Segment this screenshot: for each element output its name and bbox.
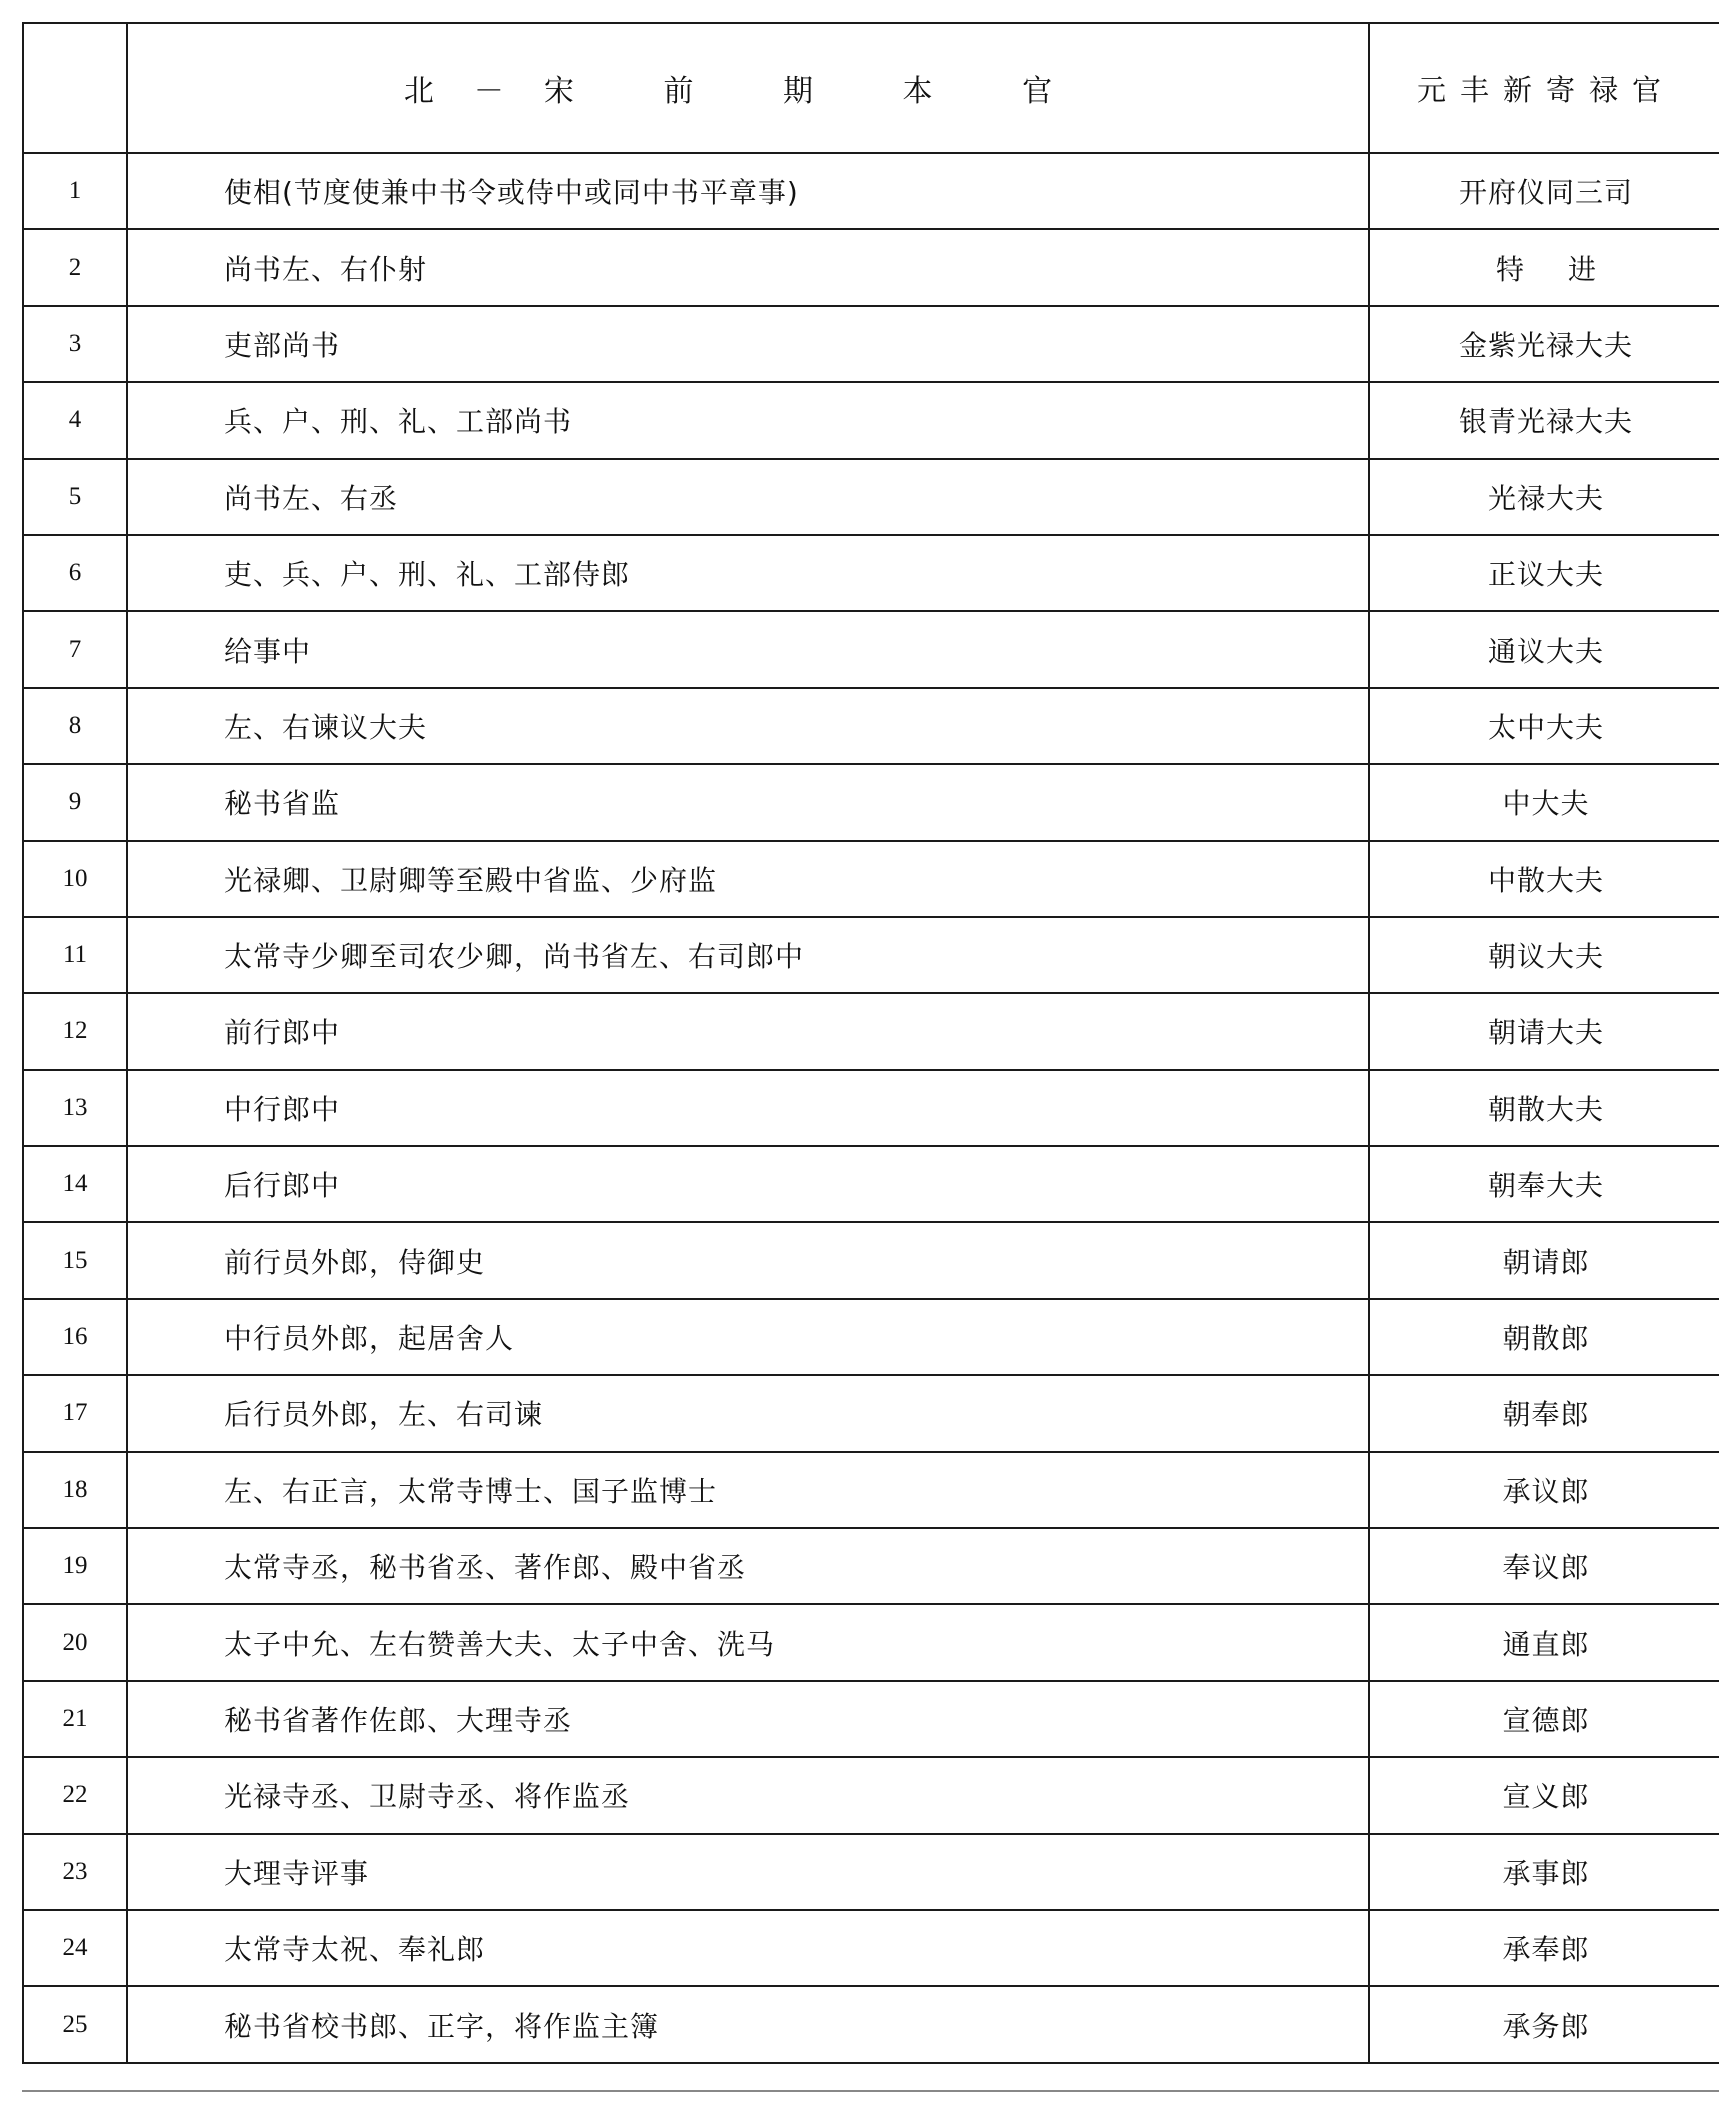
new-title-cell: 承奉郎 [1369,1910,1719,1986]
original-title-cell: 秘书省监 [127,764,1369,840]
new-title-cell: 朝请大夫 [1369,993,1719,1069]
new-title-cell: 中散大夫 [1369,841,1719,917]
table-row [23,1757,1719,1833]
new-title-cell: 朝奉大夫 [1369,1146,1719,1222]
row-number: 8 [23,688,127,764]
new-title-cell: 太中大夫 [1369,688,1719,764]
original-title-cell: 吏部尚书 [127,306,1369,382]
row-number: 22 [23,1757,127,1833]
table-row [23,1834,1719,1910]
original-title-cell: 前行郎中 [127,993,1369,1069]
table-row [23,229,1719,305]
new-title-cell: 承事郎 [1369,1834,1719,1910]
original-title-cell: 吏、兵、户、刑、礼、工部侍郎 [127,535,1369,611]
row-number: 15 [23,1222,127,1298]
table-row [23,1299,1719,1375]
row-number: 7 [23,611,127,687]
row-number: 17 [23,1375,127,1451]
table-row [23,611,1719,687]
original-title-cell: 大理寺评事 [127,1834,1369,1910]
new-title-cell: 金紫光禄大夫 [1369,306,1719,382]
table-row [23,917,1719,993]
row-number: 19 [23,1528,127,1604]
header-number-cell [23,23,127,153]
new-title-cell: 特进 [1369,229,1719,305]
new-title-cell: 宣德郎 [1369,1681,1719,1757]
table-row [23,1222,1719,1298]
original-title-cell: 尚书左、右仆射 [127,229,1369,305]
new-title-cell: 正议大夫 [1369,535,1719,611]
table-row [23,993,1719,1069]
row-number: 25 [23,1986,127,2062]
original-title-cell: 中行员外郎，起居舍人 [127,1299,1369,1375]
table-row [23,535,1719,611]
original-title-cell: 左、右谏议大夫 [127,688,1369,764]
row-number: 5 [23,459,127,535]
page-bottom-edge [22,2090,1719,2092]
row-number: 3 [23,306,127,382]
table-row [23,306,1719,382]
original-title-cell: 太常寺太祝、奉礼郎 [127,1910,1369,1986]
table-row [23,153,1719,229]
row-number: 9 [23,764,127,840]
row-number: 4 [23,382,127,458]
table-row [23,764,1719,840]
new-title-cell: 奉议郎 [1369,1528,1719,1604]
new-title-cell: 承议郎 [1369,1452,1719,1528]
table-row [23,1452,1719,1528]
original-title-cell: 光禄卿、卫尉卿等至殿中省监、少府监 [127,841,1369,917]
table-row [23,1681,1719,1757]
row-number: 24 [23,1910,127,1986]
table-row [23,841,1719,917]
table-row [23,1986,1719,2062]
table-row [23,1375,1719,1451]
new-title-cell: 朝请郎 [1369,1222,1719,1298]
table-row [23,1070,1719,1146]
original-title-cell: 光禄寺丞、卫尉寺丞、将作监丞 [127,1757,1369,1833]
new-title-cell: 通议大夫 [1369,611,1719,687]
original-title-cell: 兵、户、刑、礼、工部尚书 [127,382,1369,458]
row-number: 14 [23,1146,127,1222]
original-title-cell: 太子中允、左右赞善大夫、太子中舍、洗马 [127,1604,1369,1680]
row-number: 16 [23,1299,127,1375]
table-body [23,153,1719,2063]
original-title-cell: 秘书省校书郎、正字，将作监主簿 [127,1986,1369,2062]
table-header-row [23,23,1719,153]
new-title-cell: 朝散郎 [1369,1299,1719,1375]
original-title-cell: 后行员外郎，左、右司谏 [127,1375,1369,1451]
row-number: 10 [23,841,127,917]
table-row [23,1528,1719,1604]
header-new-title: 元丰新寄禄官 [1369,23,1719,153]
new-title-cell: 朝散大夫 [1369,1070,1719,1146]
original-title-cell: 太常寺少卿至司农少卿，尚书省左、右司郎中 [127,917,1369,993]
table-row [23,459,1719,535]
new-title-cell: 承务郎 [1369,1986,1719,2062]
new-title-cell: 朝奉郎 [1369,1375,1719,1451]
original-title-cell: 给事中 [127,611,1369,687]
original-title-cell: 中行郎中 [127,1070,1369,1146]
original-title-cell: 使相(节度使兼中书令或侍中或同中书平章事) [127,153,1369,229]
new-title-cell: 银青光禄大夫 [1369,382,1719,458]
new-title-cell: 中大夫 [1369,764,1719,840]
table-row [23,1146,1719,1222]
new-title-cell: 通直郎 [1369,1604,1719,1680]
new-title-cell: 开府仪同三司 [1369,153,1719,229]
original-title-cell: 前行员外郎，侍御史 [127,1222,1369,1298]
new-title-cell: 光禄大夫 [1369,459,1719,535]
row-number: 20 [23,1604,127,1680]
row-number: 21 [23,1681,127,1757]
table-row [23,688,1719,764]
row-number: 18 [23,1452,127,1528]
original-title-cell: 后行郎中 [127,1146,1369,1222]
official-title-table [22,22,1719,2064]
header-original-title: 北－宋 前 期 本 官 [127,23,1369,153]
original-title-cell: 秘书省著作佐郎、大理寺丞 [127,1681,1369,1757]
row-number: 2 [23,229,127,305]
row-number: 23 [23,1834,127,1910]
row-number: 11 [23,917,127,993]
original-title-cell: 太常寺丞，秘书省丞、著作郎、殿中省丞 [127,1528,1369,1604]
row-number: 6 [23,535,127,611]
new-title-cell: 宣义郎 [1369,1757,1719,1833]
table-row [23,1604,1719,1680]
table-row [23,382,1719,458]
row-number: 13 [23,1070,127,1146]
table-row [23,1910,1719,1986]
row-number: 12 [23,993,127,1069]
original-title-cell: 左、右正言，太常寺博士、国子监博士 [127,1452,1369,1528]
row-number: 1 [23,153,127,229]
original-title-cell: 尚书左、右丞 [127,459,1369,535]
new-title-cell: 朝议大夫 [1369,917,1719,993]
